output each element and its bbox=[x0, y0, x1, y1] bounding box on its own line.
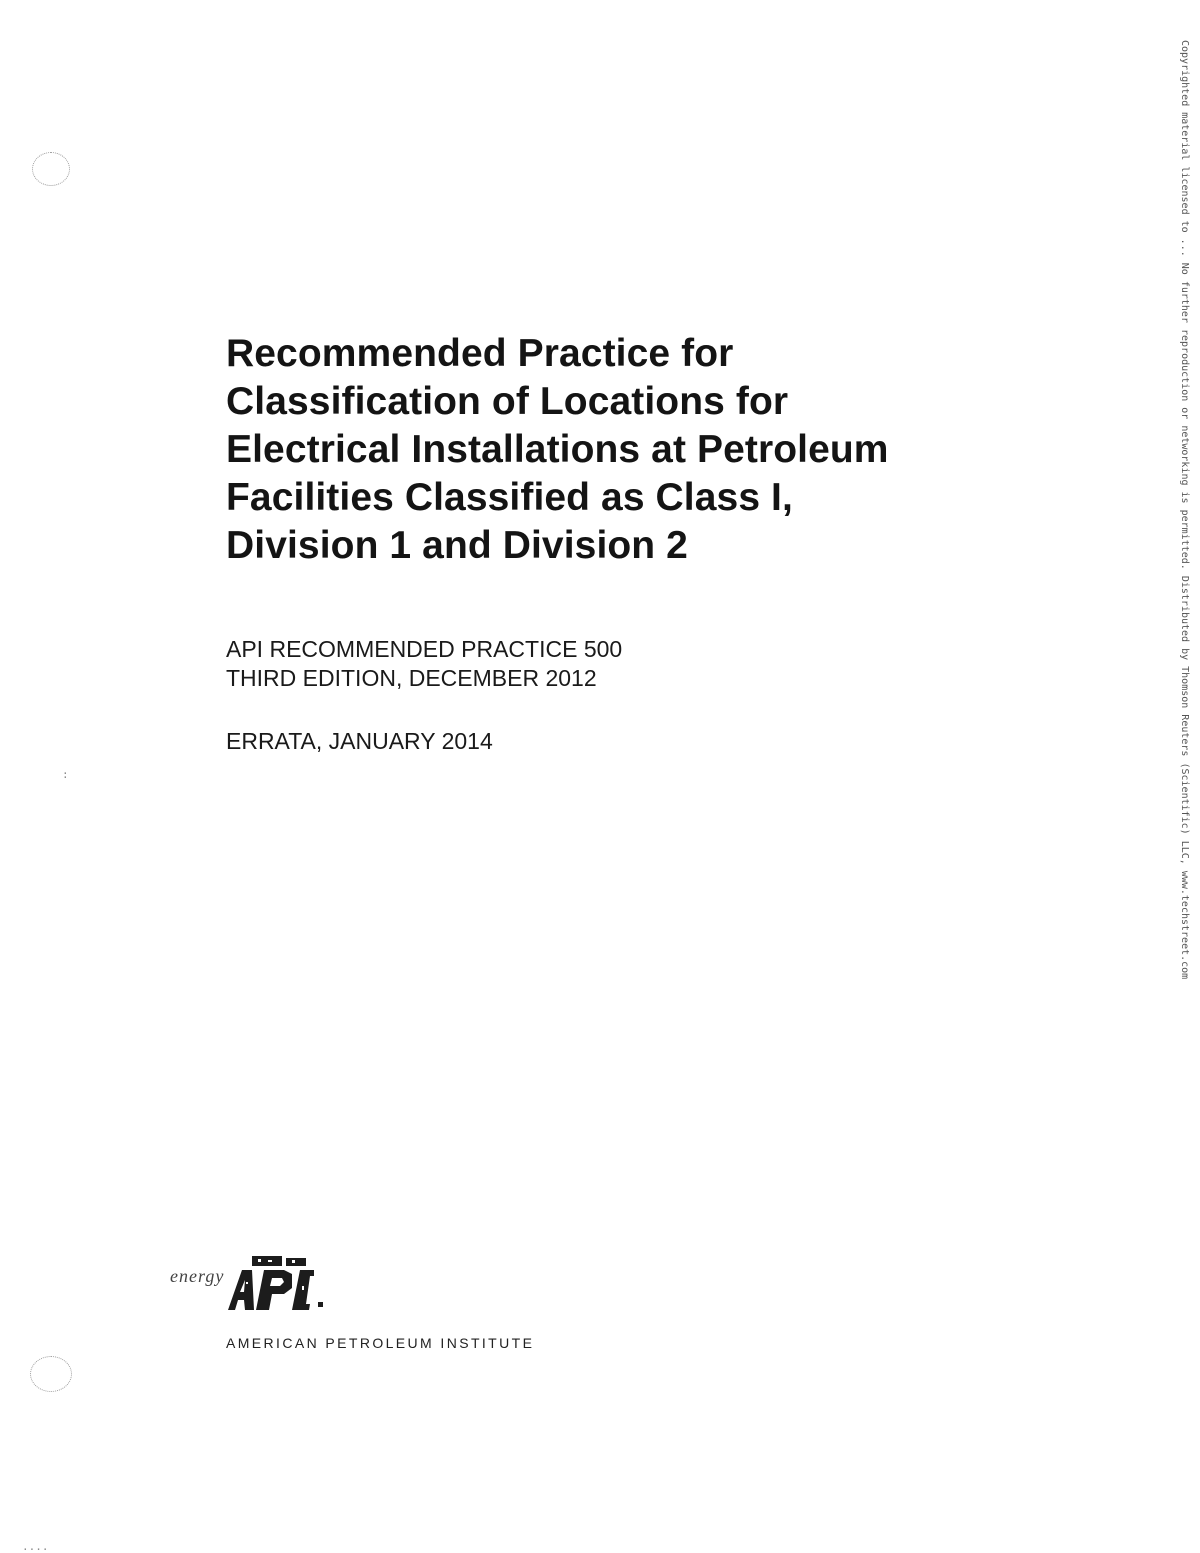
binder-hole-mark-top bbox=[32, 152, 70, 186]
scan-speck: : bbox=[62, 768, 69, 781]
document-title bbox=[226, 330, 1006, 570]
scan-speck-bottom: .... bbox=[22, 1540, 49, 1553]
logo-energy-text: energy bbox=[170, 1266, 225, 1286]
title-line: Classification of Locations for bbox=[226, 380, 789, 423]
title-line: Facilities Classified as Class I, bbox=[226, 476, 793, 519]
title-line: Electrical Installations at Petroleum bbox=[226, 428, 889, 471]
binder-hole-mark-bottom bbox=[30, 1356, 72, 1392]
edition-date: THIRD EDITION, DECEMBER 2012 bbox=[226, 665, 597, 691]
logo-api-mark bbox=[228, 1256, 323, 1310]
margin-license-notice: Copyrighted material licensed to ... No further reproduction or networking is permitted. Distributed by Thomson Reuters (Scientific) LLC, www.techstreet.com bbox=[1179, 40, 1190, 980]
api-logo bbox=[168, 1252, 368, 1322]
document-designation bbox=[226, 635, 622, 693]
errata-date: ERRATA, JANUARY 2014 bbox=[226, 728, 493, 754]
publisher-name: AMERICAN PETROLEUM INSTITUTE bbox=[226, 1335, 535, 1351]
title-line: Recommended Practice for bbox=[226, 332, 734, 375]
title-line: Division 1 and Division 2 bbox=[226, 524, 688, 567]
standard-number: API RECOMMENDED PRACTICE 500 bbox=[226, 636, 623, 662]
